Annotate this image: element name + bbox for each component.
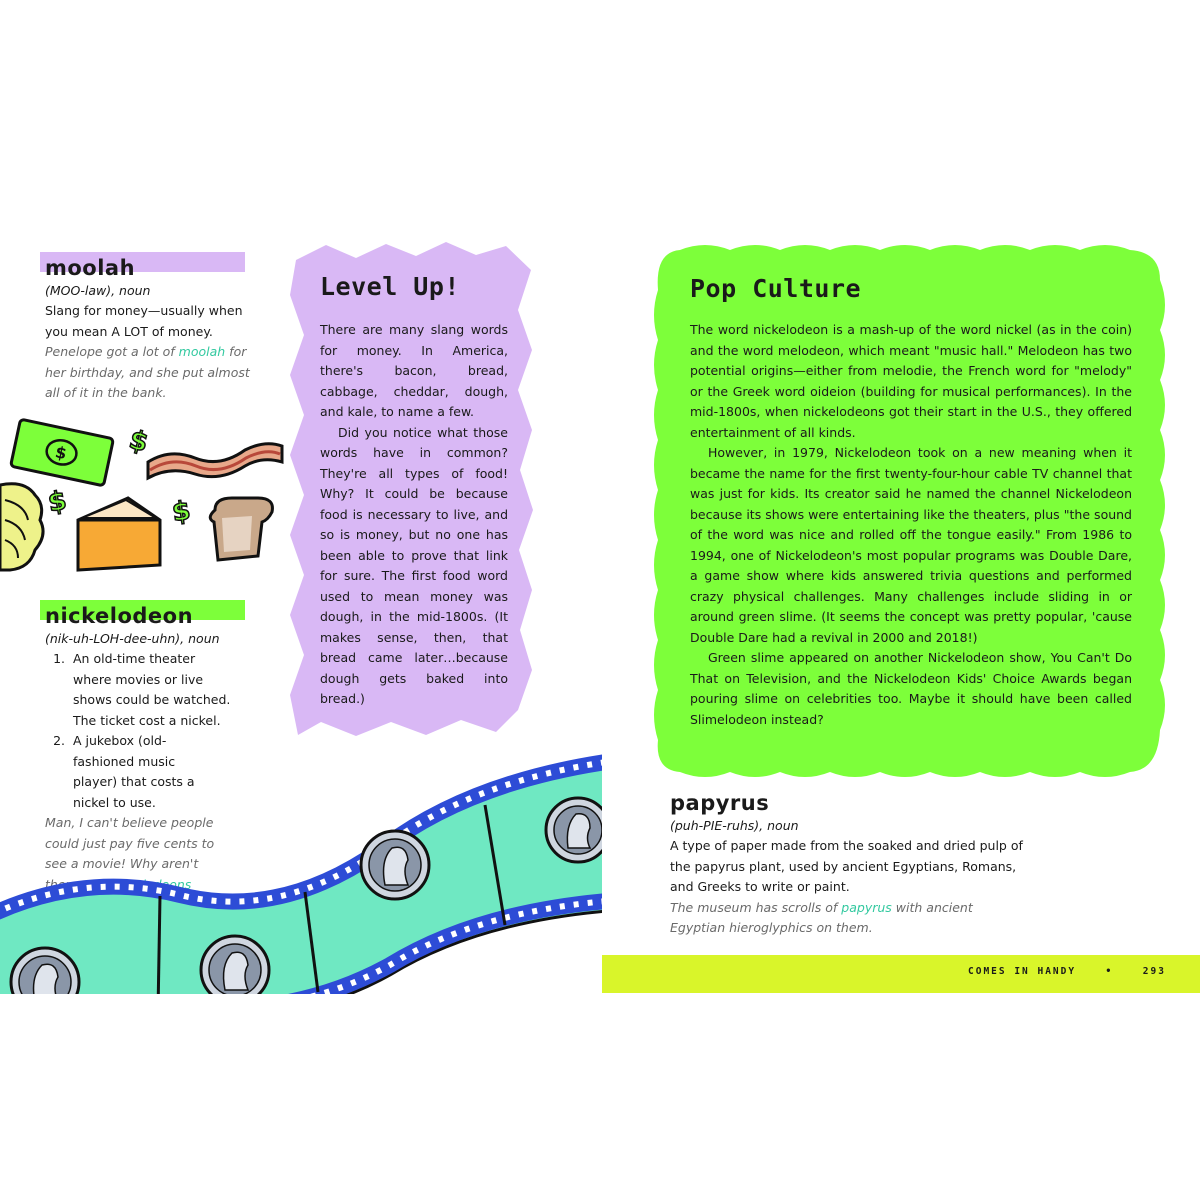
toast-icon: [210, 498, 272, 560]
moolah-definition: Slang for money—usually when you mean A LOT of money.: [45, 303, 243, 339]
page-footer: [968, 966, 1166, 977]
moolah-pronunciation: (MOO-law), noun: [45, 283, 151, 298]
papyrus-entry: [670, 790, 1030, 939]
pop-culture-paragraph-1: The word nickelodeon is a mash-up of the word nickel (as in the coin) and the word melodeon, which meant "music hall." Melodeon has two potential origins—either from melodie, the French word for "melody" or the Greek word oideion (building for musical performances). In the mid-1800s, when nickelodeons got their start in the U.S., they offered entertainment of all kinds.: [690, 322, 1132, 440]
moolah-entry: [45, 255, 265, 404]
papyrus-definition: A type of paper made from the soaked and dried pulp of the papyrus plant, used by ancient Egyptians, Romans, and Greeks to write or paint.: [670, 838, 1023, 894]
nickelodeon-definition-1: 1. An old-time theater where movies or live shows could be watched. The ticket cost a nickel.: [69, 649, 233, 731]
svg-text:$: $: [125, 424, 152, 459]
dollar-bill-icon: [11, 419, 114, 486]
pop-culture-paragraph-2: However, in 1979, Nickelodeon took on a new meaning when it became the name for the first twenty-four-hour cable TV channel that was just for kids. Its creator said he named the channel Nickelodeon because its shows were entertaining like the theaters, plus "the sound of the word was nice and rolled off the tongue easily." From 1986 to 1994, one of Nickelodeon's most popular programs was Double Dare, a game show where kids answered trivia questions and performed crazy physical challenges. Many challenges include sliding in or around green slime. (It seems the concept was pretty popular, 'cause Double Dare had a revival in 2000 and 2018!): [690, 445, 1132, 645]
nickel-coin-icon: [546, 798, 602, 862]
moolah-example: Penelope got a lot of moolah for her birthday, and she put almost all of it in the bank.: [45, 344, 250, 400]
film-strip-icon: [0, 720, 602, 994]
dollar-sign-icon: [170, 496, 192, 528]
level-up-paragraph-2: Did you notice what those words have in common? They're all types of food! Why? It could be because food is necessary to live, and so is money, but no one has been able to prove that link for sure. The first food word used to mean money was dough, in the mid-1800s. (It makes sense, then, that bread came later…because dough gets baked into bread.): [320, 424, 508, 706]
svg-text:$: $: [53, 442, 69, 464]
nickelodeon-pronunciation: (nik-uh-LOH-dee-uhn), noun: [45, 631, 220, 646]
nickelodeon-example: Man, I can't believe people could just pay five cents to see a movie! Why aren't there any nickelodeons: [45, 815, 215, 892]
nickelodeon-definition-2: 2. A jukebox (old-fashioned music player) that costs a nickel to use.: [69, 731, 223, 813]
papyrus-example: The museum has scrolls of papyrus with ancient Egyptian hieroglyphics on them.: [670, 899, 973, 935]
nickelodeon-headword: nickelodeon: [45, 604, 194, 628]
pop-culture-box: [690, 274, 1132, 730]
papyrus-pronunciation: (puh-PIE-ruhs), noun: [670, 818, 799, 833]
level-up-paragraph-1: There are many slang words for money. In America, there's bacon, bread, cabbage, cheddar, dough, and kale, to name a few.: [320, 322, 508, 419]
pop-culture-title: Pop Culture: [690, 274, 862, 303]
footer-section-title: COMES IN HANDY: [968, 966, 1077, 977]
level-up-title: Level Up!: [320, 272, 460, 301]
pop-culture-paragraph-3: Green slime appeared on another Nickelodeon show, You Can't Do That on Television, and the Nickelodeon Kids' Choice Awards began pouring slime on celebrities too. Maybe it should have been called Slimelodeon instead?: [690, 650, 1132, 727]
level-up-box: [320, 272, 508, 710]
cheese-icon: [78, 498, 160, 570]
nickel-coin-icon: [201, 936, 269, 994]
dollar-sign-icon: [46, 486, 69, 519]
svg-text:$: $: [170, 496, 193, 529]
svg-text:$: $: [45, 485, 69, 519]
dollar-sign-icon: [126, 425, 151, 459]
footer-page-number: 293: [1142, 966, 1166, 977]
footer-separator: •: [1105, 966, 1114, 977]
lettuce-icon: [0, 484, 43, 570]
papyrus-headword: papyrus: [670, 791, 770, 815]
money-food-illustration: [0, 410, 290, 580]
bacon-icon: [148, 444, 282, 478]
nickel-coin-icon: [361, 831, 429, 899]
moolah-headword: moolah: [45, 256, 136, 280]
